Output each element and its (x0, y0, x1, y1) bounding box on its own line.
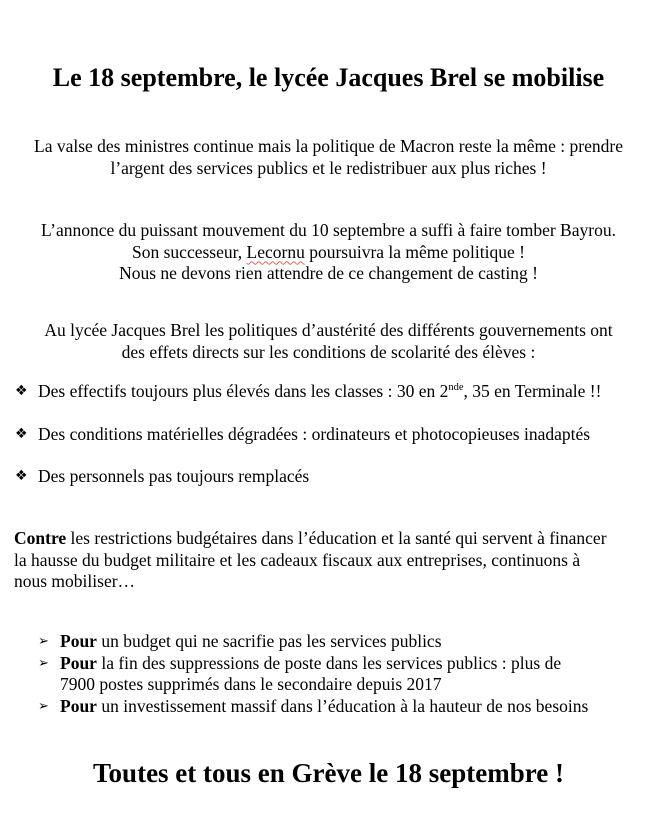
list-item-pour-budget (38, 631, 637, 653)
paragraph-valse-ministres (14, 136, 643, 179)
bold-word-contre: Contre (14, 528, 67, 548)
diamond-bullet-icon: ❖ (15, 425, 28, 442)
bold-word-pour: Pour (60, 631, 97, 651)
paragraph-line-part: Son successeur, (132, 241, 247, 262)
closing-call-to-strike: Toutes et tous en Grève le 18 septembre ! (93, 758, 564, 788)
arrow-bullet-icon: ➢ (38, 655, 49, 671)
paragraph-line: Nous ne devons rien attendre de ce changement de casting ! (119, 263, 538, 283)
list-item-pour-suppressions (38, 653, 637, 696)
arrow-bullet-icon: ➢ (38, 634, 49, 649)
diamond-bullet-icon: ❖ (15, 383, 28, 399)
document-title: Le 18 septembre, le lycée Jacques Brel se mobilise (52, 63, 605, 92)
paragraph-line-part: les restrictions budgétaires dans l’éducation et la santé qui servent à financer (66, 528, 607, 548)
paragraph-line: la hausse du budget militaire et les cadeaux fiscaux aux entreprises, continuons à (14, 549, 581, 570)
paragraph-line: L’annonce du puissant mouvement du 10 septembre a suffi à faire tomber Bayrou. (41, 220, 616, 240)
paragraph-line: Au lycée Jacques Brel les politiques d’austérité des différents gouvernements ont (44, 320, 613, 340)
diamond-bullet-list (15, 381, 643, 509)
list-item-personnels (15, 466, 643, 488)
list-item-text: Pour un investissement massif dans l’éducation à la hauteur de nos besoins (60, 695, 589, 716)
list-item-effectifs (15, 381, 643, 403)
paragraph-lycee-austerite (14, 320, 643, 363)
list-item-text: Pour un budget qui ne sacrifie pas les services publics (60, 631, 442, 651)
paragraph-annonce-mouvement (14, 220, 643, 285)
paragraph-contre (14, 528, 643, 593)
paragraph-line-part: poursuivra la même politique ! (304, 241, 525, 262)
list-item-text: Des conditions matérielles dégradées : ordinateurs et photocopieuses inadaptés (38, 423, 591, 444)
list-item-pour-investissement (38, 696, 637, 718)
paragraph-line: des effets directs sur les conditions de scolarité des élèves : (121, 341, 536, 362)
arrow-bullet-list (38, 631, 637, 717)
bold-word-pour: Pour (60, 652, 97, 673)
paragraph-line: nous mobiliser… (14, 571, 136, 591)
bold-word-pour: Pour (60, 695, 97, 716)
ordinal-superscript: nde (448, 382, 464, 394)
arrow-bullet-icon: ➢ (38, 698, 49, 714)
list-item-text: Pour la fin des suppressions de poste dans les services publics : plus de 7900 postes supprimés dans le secondaire depuis 2017 (60, 652, 562, 694)
list-item-text: Des effectifs toujours plus élevés dans les classes : 30 en 2nde, 35 en Terminale !! (38, 381, 602, 401)
paragraph-line: La valse des ministres continue mais la politique de Macron reste la même : prendre (34, 136, 623, 156)
list-item-text: Des personnels pas toujours remplacés (38, 466, 310, 486)
paragraph-line: l’argent des services publics et le redistribuer aux plus riches ! (110, 157, 547, 178)
list-item-conditions-materielles (15, 424, 643, 446)
misspelled-word-lecornu[interactable]: Lecornu (246, 241, 305, 262)
diamond-bullet-icon: ❖ (15, 468, 28, 484)
